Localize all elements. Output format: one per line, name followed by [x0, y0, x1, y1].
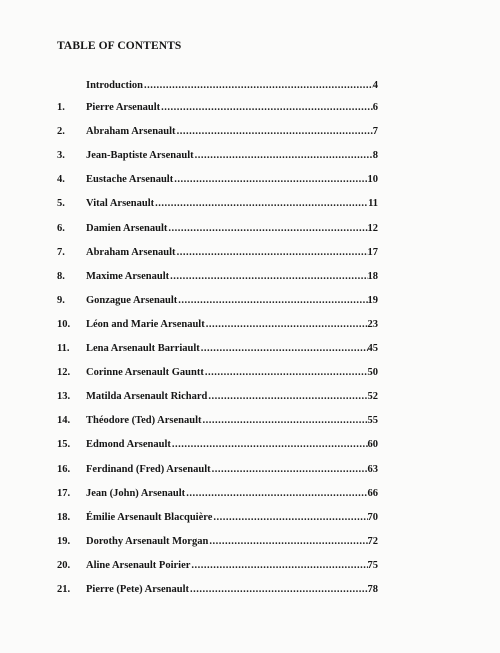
dot-leader [174, 173, 367, 187]
toc-page-number: 75 [367, 559, 378, 571]
toc-title: Maxime Arsenault [86, 270, 170, 282]
toc-row [0, 318, 500, 332]
toc-entry [86, 125, 378, 139]
toc-row [0, 438, 500, 452]
toc-title: Vital Arsenault [86, 198, 155, 210]
toc-row [0, 414, 500, 428]
toc-title: Jean (John) Arsenault [86, 487, 186, 499]
toc-entry [86, 101, 378, 115]
toc-entry [86, 535, 378, 549]
toc-entry [86, 511, 378, 525]
toc-number: 10. [57, 318, 71, 330]
toc-entry [86, 414, 378, 428]
dot-leader [209, 535, 367, 549]
dot-leader [213, 511, 367, 525]
dot-leader [203, 414, 368, 428]
toc-title: Abraham Arsenault [86, 126, 176, 138]
toc-row [0, 173, 500, 187]
toc-entry [86, 246, 378, 260]
toc-page-number: 18 [367, 270, 378, 282]
toc-page-number: 52 [367, 391, 378, 403]
toc-title: Introduction [86, 80, 143, 91]
toc-title: Pierre Arsenault [86, 102, 161, 113]
toc-number: 8. [57, 270, 65, 282]
toc-row [0, 511, 500, 525]
toc-number: 7. [57, 246, 65, 258]
toc-row [0, 559, 500, 573]
dot-leader [212, 463, 368, 477]
toc-row [0, 246, 500, 260]
dot-leader [144, 79, 373, 93]
toc-title: Émilie Arsenault Blacquière [86, 511, 213, 523]
toc-row [0, 270, 500, 284]
toc-entry [86, 270, 378, 284]
toc-title: Aline Arsenault Poirier [86, 559, 191, 571]
toc-title: Pierre (Pete) Arsenault [86, 584, 190, 595]
toc-entry [86, 79, 378, 93]
toc-number: 14. [57, 415, 71, 427]
dot-leader [190, 583, 367, 597]
toc-row [0, 197, 500, 211]
dot-leader [206, 318, 368, 332]
toc-page-number: 4 [372, 80, 378, 91]
toc-title: Ferdinand (Fred) Arsenault [86, 463, 211, 475]
toc-row [0, 583, 500, 597]
toc-page-number: 78 [367, 584, 378, 595]
toc-entry [86, 222, 378, 236]
toc-title: Corinne Arsenault Gauntt [86, 367, 204, 379]
toc-page-number: 17 [367, 246, 378, 258]
toc-number: 3. [57, 150, 65, 162]
toc-entry [86, 318, 378, 332]
toc-number: 17. [57, 487, 71, 499]
toc-number: 5. [57, 198, 65, 210]
toc-number: 12. [57, 367, 71, 379]
toc-page-number: 72 [367, 535, 378, 547]
dot-leader [155, 197, 368, 211]
toc-entry [86, 173, 378, 187]
toc-entry [86, 559, 378, 573]
toc-row-introduction [0, 79, 500, 93]
toc-row [0, 149, 500, 163]
toc-title: Théodore (Ted) Arsenault [86, 415, 202, 427]
toc-number: 6. [57, 222, 65, 234]
toc-title: Abraham Arsenault [86, 246, 176, 258]
toc-row [0, 125, 500, 139]
dot-leader [191, 559, 367, 573]
toc-number: 15. [57, 439, 71, 451]
toc-number: 4. [57, 174, 65, 186]
dot-leader [172, 438, 368, 452]
toc-number: 1. [57, 102, 65, 113]
toc-entry [86, 438, 378, 452]
toc-row [0, 390, 500, 404]
toc-entry [86, 197, 378, 211]
dot-leader [168, 222, 367, 236]
toc-page-number: 63 [367, 463, 378, 475]
toc-row [0, 222, 500, 236]
toc-entry [86, 366, 378, 380]
toc-page-number: 66 [367, 487, 378, 499]
toc-page-number: 55 [367, 415, 378, 427]
toc-title: Damien Arsenault [86, 222, 168, 234]
toc-entry [86, 487, 378, 501]
toc-title: Lena Arsenault Barriault [86, 343, 200, 354]
toc-page-number: 50 [367, 367, 378, 379]
toc-number: 9. [57, 294, 65, 306]
page-title: TABLE OF CONTENTS [57, 40, 182, 52]
toc-row [0, 487, 500, 501]
toc-row [0, 463, 500, 477]
toc-page-number: 19 [367, 294, 378, 306]
toc-row [0, 294, 500, 308]
toc-title: Dorothy Arsenault Morgan [86, 535, 209, 547]
toc-entry [86, 149, 378, 163]
dot-leader [186, 487, 367, 501]
toc-page-number: 60 [367, 439, 378, 451]
dot-leader [178, 294, 367, 308]
toc-page-number: 6 [372, 102, 378, 113]
toc-entry [86, 294, 378, 308]
toc-row [0, 342, 500, 356]
dot-leader [177, 246, 368, 260]
dot-leader [177, 125, 373, 139]
toc-number: 16. [57, 463, 71, 475]
toc-page-number: 11 [368, 198, 378, 210]
dot-leader [201, 342, 368, 356]
dot-leader [161, 101, 373, 115]
dot-leader [170, 270, 367, 284]
toc-title: Gonzague Arsenault [86, 294, 178, 306]
toc-title: Jean-Baptiste Arsenault [86, 150, 194, 162]
toc-entry [86, 463, 378, 477]
toc-number: 20. [57, 559, 71, 571]
toc-page-number: 23 [367, 318, 378, 330]
toc-row [0, 101, 500, 115]
toc-entry [86, 583, 378, 597]
dot-leader [208, 390, 367, 404]
toc-row [0, 366, 500, 380]
toc-page-number: 45 [367, 343, 378, 354]
toc-title: Edmond Arsenault [86, 439, 171, 451]
toc-number: 19. [57, 535, 71, 547]
toc-number: 11. [57, 343, 70, 354]
toc-page-number: 70 [367, 511, 378, 523]
toc-title: Eustache Arsenault [86, 174, 174, 186]
dot-leader [205, 366, 368, 380]
toc-page-number: 10 [367, 174, 378, 186]
toc-entry [86, 390, 378, 404]
toc-page-number: 12 [367, 222, 378, 234]
toc-number: 2. [57, 126, 65, 138]
toc-entry [86, 342, 378, 356]
toc-page-number: 8 [372, 150, 378, 162]
toc-title: Léon and Marie Arsenault [86, 318, 205, 330]
dot-leader [195, 149, 373, 163]
toc-number: 18. [57, 511, 71, 523]
toc-number: 13. [57, 391, 71, 403]
toc-title: Matilda Arsenault Richard [86, 391, 208, 403]
toc-number: 21. [57, 584, 71, 595]
toc-row [0, 535, 500, 549]
toc-page-number: 7 [372, 126, 378, 138]
